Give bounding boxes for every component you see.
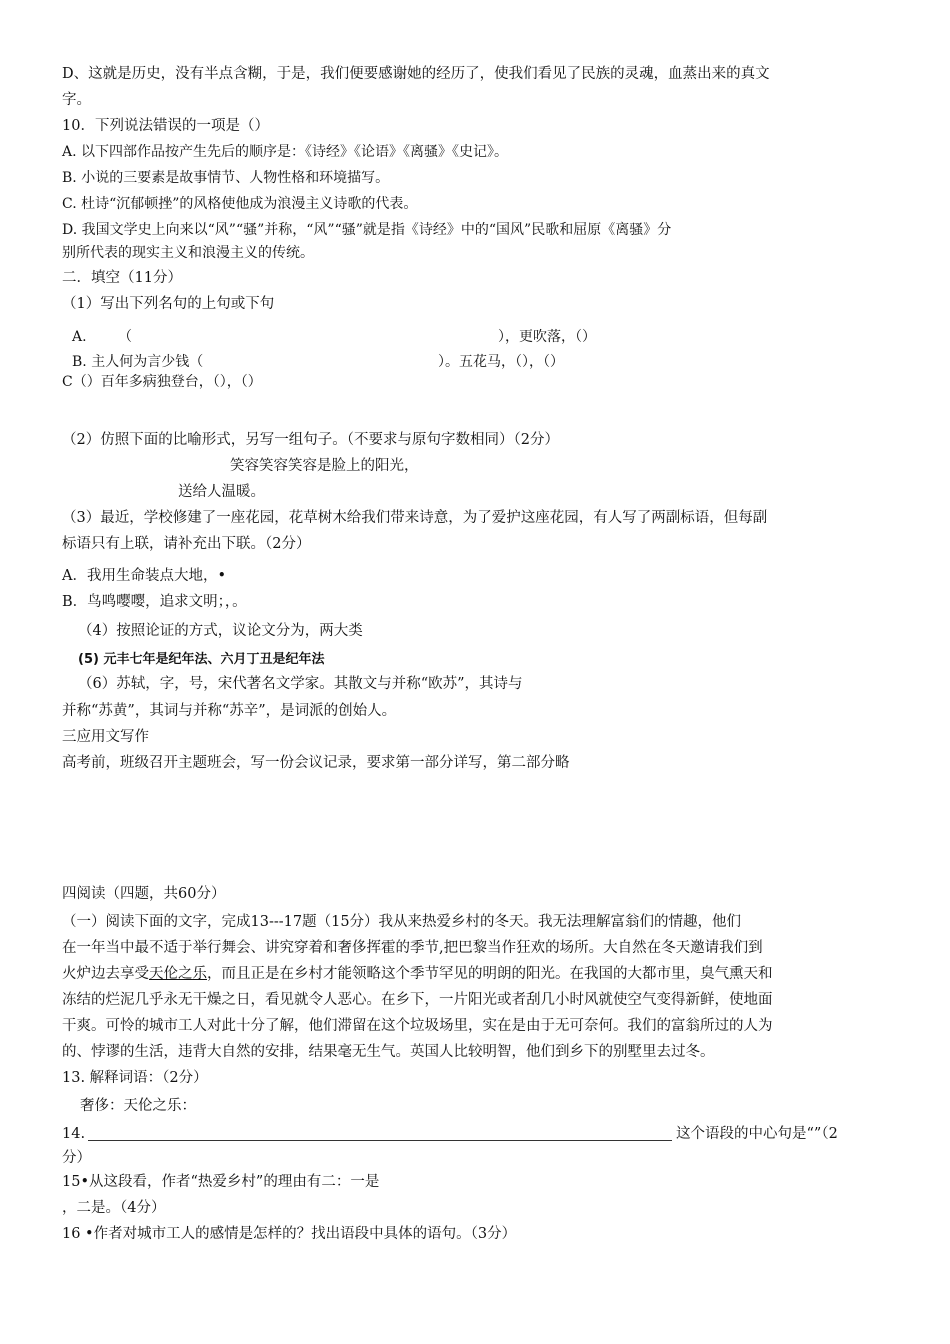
q13-stem: 13. 解释词语：（2分） xyxy=(62,1070,208,1086)
section2-q1-stem: （1）写出下列名句的上句或下句 xyxy=(62,296,275,312)
section2-q1-a-label: A. xyxy=(72,329,87,345)
section2-q5: (5) 元丰七年是纪年法、六月丁丑是纪年法 xyxy=(78,652,325,667)
q15-line1: 15•从这段看，作者“热爱乡村”的理由有二：一是 xyxy=(62,1174,380,1190)
passage-line-3-post: ，而且正是在乡村才能领略这个季节罕见的明朗的阳光。在我国的大都市里，臭气熏天和 xyxy=(207,966,773,982)
passage-line-2: 在一年当中最不适于举行舞会、讲究穿着和奢侈挥霍的季节,把巴黎当作狂欢的场所。大自然在冬天邀请我们到 xyxy=(62,940,763,956)
section2-q2-example-line2: 送给人温暖。 xyxy=(178,484,265,500)
section2-q4: （4）按照论证的方式，议论文分为，两大类 xyxy=(78,623,363,639)
passage-line-6: 的、悖谬的生活，违背大自然的安排，结果毫无生气。英国人比较明智，他们到乡下的别墅里去过冬。 xyxy=(62,1044,715,1060)
section2-q6-line1: （6）苏轼，字，号，宋代著名文学家。其散文与并称“欧苏”，其诗与 xyxy=(78,676,523,692)
q10-option-d-line2: 别所代表的现实主义和浪漫主义的传统。 xyxy=(62,245,314,261)
section3-title: 三应用文写作 xyxy=(62,729,149,745)
section2-q1-b-left: B. 主人何为言少钱（ xyxy=(72,354,204,370)
passage-line-4: 冻结的烂泥几乎永无干燥之日，看见就令人恶心。在乡下，一片阳光或者刮几小时风就使空气变得新鲜，使地面 xyxy=(62,992,773,1008)
section2-q2-stem: （2）仿照下面的比喻形式，另写一组句子。（不要求与原句字数相同）（2分） xyxy=(62,432,559,448)
section2-q3-line2: 标语只有上联，请补充出下联。（2分） xyxy=(62,536,311,552)
q14-tail-line2: 分） xyxy=(62,1150,91,1166)
q13-terms: 奢侈：天伦之乐： xyxy=(80,1098,196,1114)
q10-option-d-line1: D. 我国文学史上向来以“风”“骚”并称，“风”“骚”就是指《诗经》中的“国风”民歌和屈原《离骚》分 xyxy=(62,222,672,238)
section2-q2-example-line1: 笑容笑容笑容是脸上的阳光， xyxy=(230,458,419,474)
q9-option-d-line2: 字。 xyxy=(62,92,91,108)
passage-line-3 xyxy=(62,964,773,984)
q10-stem: 10．下列说法错误的一项是（） xyxy=(62,118,269,134)
section2-q6-line2: 并称“苏黄”，其词与并称“苏辛”，是词派的创始人。 xyxy=(62,703,397,719)
q9-option-d-line1: D、这就是历史，没有半点含糊，于是，我们便要感谢她的经历了，使我们看见了民族的灵魂，血蒸出来的真文 xyxy=(62,66,770,82)
section2-q1-a-rest: ），更吹落，（） xyxy=(498,329,596,345)
q10-option-c: C. 杜诗“沉郁顿挫”的风格使他成为浪漫主义诗歌的代表。 xyxy=(62,196,418,212)
section4-title: 四阅读（四题，共60分） xyxy=(62,886,226,902)
q14-tail: 这个语段的中心句是“”（2 xyxy=(676,1126,838,1142)
section2-title: 二．填空（11分） xyxy=(62,270,182,286)
q16-stem: 16 •作者对城市工人的感情是怎样的？找出语段中具体的语句。（3分） xyxy=(62,1226,517,1242)
q15-line2: ，二是。（4分） xyxy=(62,1200,166,1216)
passage-line-1: （一）阅读下面的文字，完成13---17题（15分）我从来热爱乡村的冬天。我无法理解富翁们的情趣，他们 xyxy=(62,914,742,930)
section2-q3-b: B．鸟鸣嘤嘤，追求文明；，。 xyxy=(62,594,247,610)
underlined-term: 天伦之乐 xyxy=(149,966,207,982)
section2-q1-b-right: ）。五花马，（），（） xyxy=(438,354,564,370)
section2-q3-line1: （3）最近，学校修建了一座花园，花草树木给我们带来诗意，为了爱护这座花园，有人写了两副标语，但每副 xyxy=(62,510,768,526)
q14-answer-blank[interactable] xyxy=(88,1140,672,1141)
q14-number: 14. xyxy=(62,1126,86,1142)
q10-option-a: A. 以下四部作品按产生先后的顺序是：《诗经》《论语》《离骚》《史记》。 xyxy=(62,144,509,160)
section3-prompt: 高考前，班级召开主题班会，写一份会议记录，要求第一部分详写，第二部分略 xyxy=(62,755,570,771)
section2-q3-a: A．我用生命装点大地，• xyxy=(62,568,227,584)
section2-q1-a-open-paren: （ xyxy=(118,329,132,345)
passage-line-5: 干爽。可怜的城市工人对此十分了解，他们滞留在这个垃圾场里，实在是由于无可奈何。我们的富翁所过的人为 xyxy=(62,1018,773,1034)
passage-line-3-pre: 火炉边去享受 xyxy=(62,966,149,982)
q10-option-b: B. 小说的三要素是故事情节、人物性格和环境描写。 xyxy=(62,170,390,186)
section2-q1-c: C（）百年多病独登台，（），（） xyxy=(62,374,262,390)
